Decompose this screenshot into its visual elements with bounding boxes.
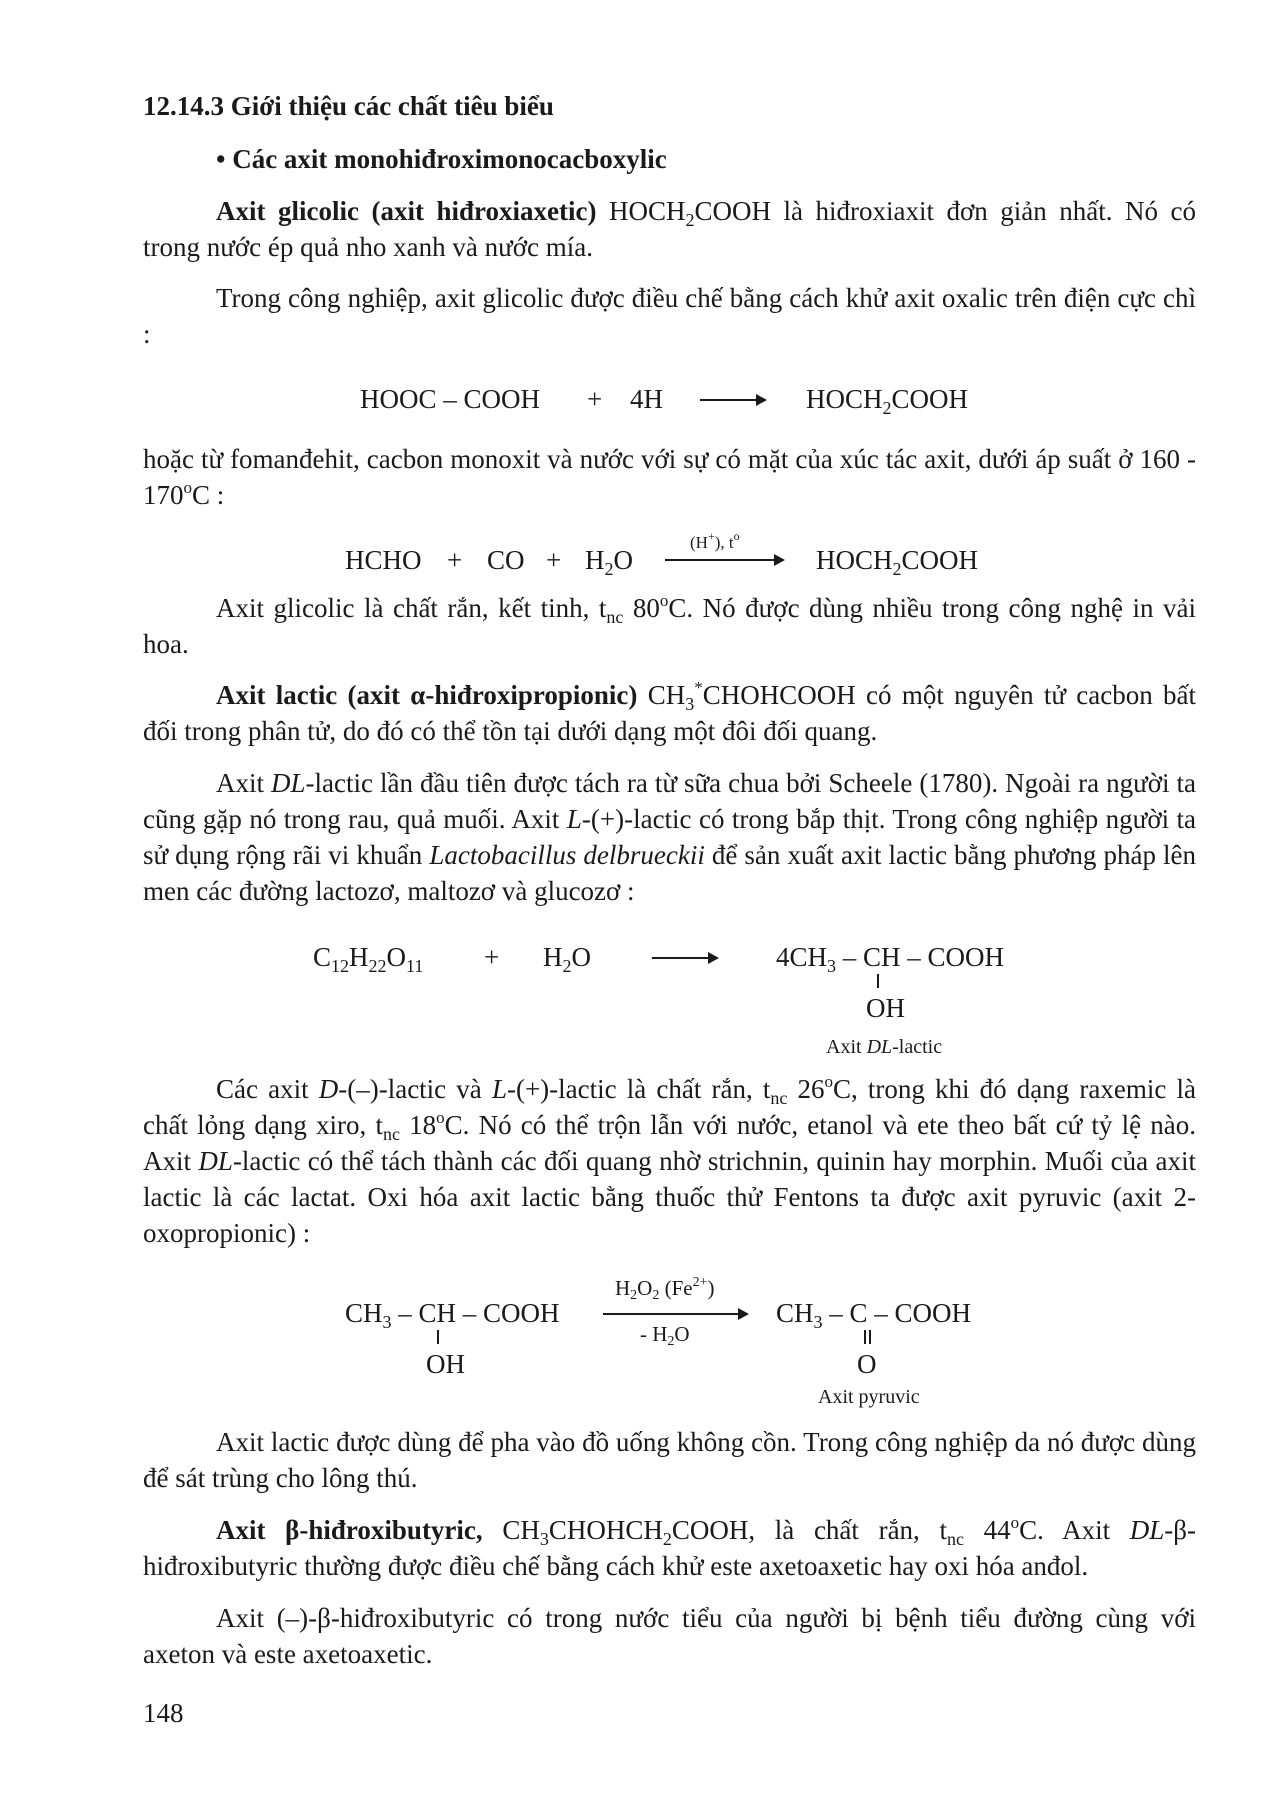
eq4-oxygen: O — [857, 1349, 877, 1379]
paragraph-hydroxybutyric: Axit β-hiđroxibutyric, $CH_3CHOHCH_2COOH$, là chất rắn, $t_{nc}$ 44$^o$C. Axit DL-β-hiđroxibutyric thường được điều chế bằng cách khử este axetoaxetic hay oxi hóa anđol. — [143, 1513, 1197, 1581]
paragraph-lactic-properties: Các axit D-(–)-lactic và L-(+)-lactic là chất rắn, $t_{nc}$ 26$^o$C, trong khi đó dạng raxemic là chất lỏng dạng xiro, $t_{nc}$ 18$^o$C. Nó có thể trộn lẫn với nước, etanol và ete theo bất cứ tỷ lệ nào. Axit DL-lactic có thể tách thành các đối quang nhờ strichnin, quinin hay morphin. Muối của axit lactic là các lactat. Oxi hóa axit lactic bằng thuốc thử Fentons ta được axit pyruvic (axit 2-oxopropionic) : — [143, 1072, 1196, 1248]
page-number: 148 — [143, 1698, 184, 1728]
paragraph-glycolic-industry: Trong công nghiệp, axit glicolic được điều chế bằng cách khử axit oxalic trên điện cực chì : — [143, 283, 1196, 349]
eq4-reactant-lactic: $CH_3$ – CH – COOH — [345, 1298, 560, 1332]
eq3-reactant-water: $H_2O$ — [543, 942, 591, 976]
paragraph-lactic-history: Axit DL-lactic lần đầu tiên được tách ra từ sữa chua bởi Scheele (1780). Ngoài ra người ta cũng gặp nó trong rau, quả muối. Axit L-(+)-lactic có trong bắp thịt. Trong công nghiệp người ta sử dụng rộng rãi vi khuẩn Lactobacillus delbrueckii để sản xuất axit lactic bằng phương pháp lên men các đường lactozơ, maltozơ và glucozơ : — [143, 768, 1197, 906]
caption-dl-lactic: Axit DL-lactic — [826, 1036, 943, 1058]
reaction-arrow — [700, 399, 765, 401]
eq2-reactant-hcho: HCHO — [345, 545, 422, 575]
lactic-name: Axit lactic (axit α-hiđroxipropionic) — [216, 680, 638, 710]
single-bond — [437, 1330, 439, 1344]
eq2-reactant-water: $H_2O$ — [585, 545, 633, 579]
double-bond — [869, 1330, 871, 1344]
eq2-condition: (H+), $t^o$ — [690, 529, 740, 552]
caption-pyruvic: Axit pyruvic — [818, 1386, 920, 1408]
eq2-reactant-co: CO — [487, 545, 525, 575]
eq1-plus: + — [587, 384, 603, 414]
eq3-product-lactic: $4CH_3$ – CH – COOH — [776, 942, 1005, 976]
paragraph-glycolic-intro: Axit glicolic (axit hiđroxiaxetic) $HOCH_2COOH$ là hiđroxiaxit đơn giản nhất. Nó có trong nước ép quả nho xanh và nước mía. — [143, 196, 1197, 262]
eq2-plus: + — [447, 545, 463, 575]
eq3-reactant-sugar: $C_{12}H_{22}O_{11}$ — [313, 942, 424, 976]
reaction-arrow — [652, 957, 717, 959]
bullet-heading: • Các axit monohiđroximonocacboxylic — [216, 144, 667, 174]
paragraph-glycolic-props: Axit glicolic là chất rắn, kết tinh, $t_{nc}$ 80$^o$C. Nó được dùng nhiều trong công nghệ in vải hoa. — [143, 591, 1196, 659]
eq1-reagent: 4H — [630, 384, 663, 414]
eq4-product-pyruvic: $CH_3$ – C – COOH — [776, 1298, 972, 1332]
equation-oxalic-reduction: HOOC – COOH — [360, 384, 541, 414]
double-bond — [864, 1330, 866, 1344]
paragraph-hydroxybutyric-occurrence: Axit (–)-β-hiđroxibutyric có trong nước tiểu của người bị bệnh tiểu đường cùng với axeton và este axetoaxetic. — [143, 1603, 1196, 1669]
glycolic-name: Axit glicolic (axit hiđroxiaxetic) — [216, 196, 597, 226]
hydroxybutyric-name: Axit β-hiđroxibutyric, — [216, 1515, 483, 1545]
reaction-arrow — [603, 1313, 747, 1315]
eq2-plus: + — [546, 545, 562, 575]
eq4-reagent-below: - $H_2O$ — [640, 1322, 690, 1349]
eq1-product: $HOCH_2COOH$ — [806, 384, 969, 418]
paragraph-lactic-uses: Axit lactic được dùng để pha vào đồ uống không cồn. Trong công nghiệp da nó được dùng để sát trùng cho lông thú. — [143, 1427, 1196, 1493]
eq3-plus: + — [484, 942, 500, 972]
single-bond — [877, 974, 879, 988]
paragraph-lactic-intro: Axit lactic (axit α-hiđroxipropionic) $CH_3^*CHOHCOOH$ có một nguyên tử cacbon bất đối trong phân tử, do đó có thể tồn tại dưới dạng một đôi đối quang. — [143, 678, 1197, 746]
eq3-hydroxyl: OH — [866, 993, 905, 1023]
reaction-arrow — [665, 559, 783, 561]
paragraph-glycolic-alt: hoặc từ fomanđehit, cacbon monoxit và nước với sự có mặt của xúc tác axit, dưới áp suất ở 160 - 170$^o$C : — [143, 444, 1196, 510]
section-heading: 12.14.3 Giới thiệu các chất tiêu biểu — [143, 91, 554, 121]
eq4-hydroxyl: OH — [426, 1349, 465, 1379]
eq2-product: $HOCH_2COOH$ — [816, 545, 979, 579]
eq4-reagent-above: $H_2O_2$ $(Fe^{2+})$ — [615, 1275, 715, 1303]
